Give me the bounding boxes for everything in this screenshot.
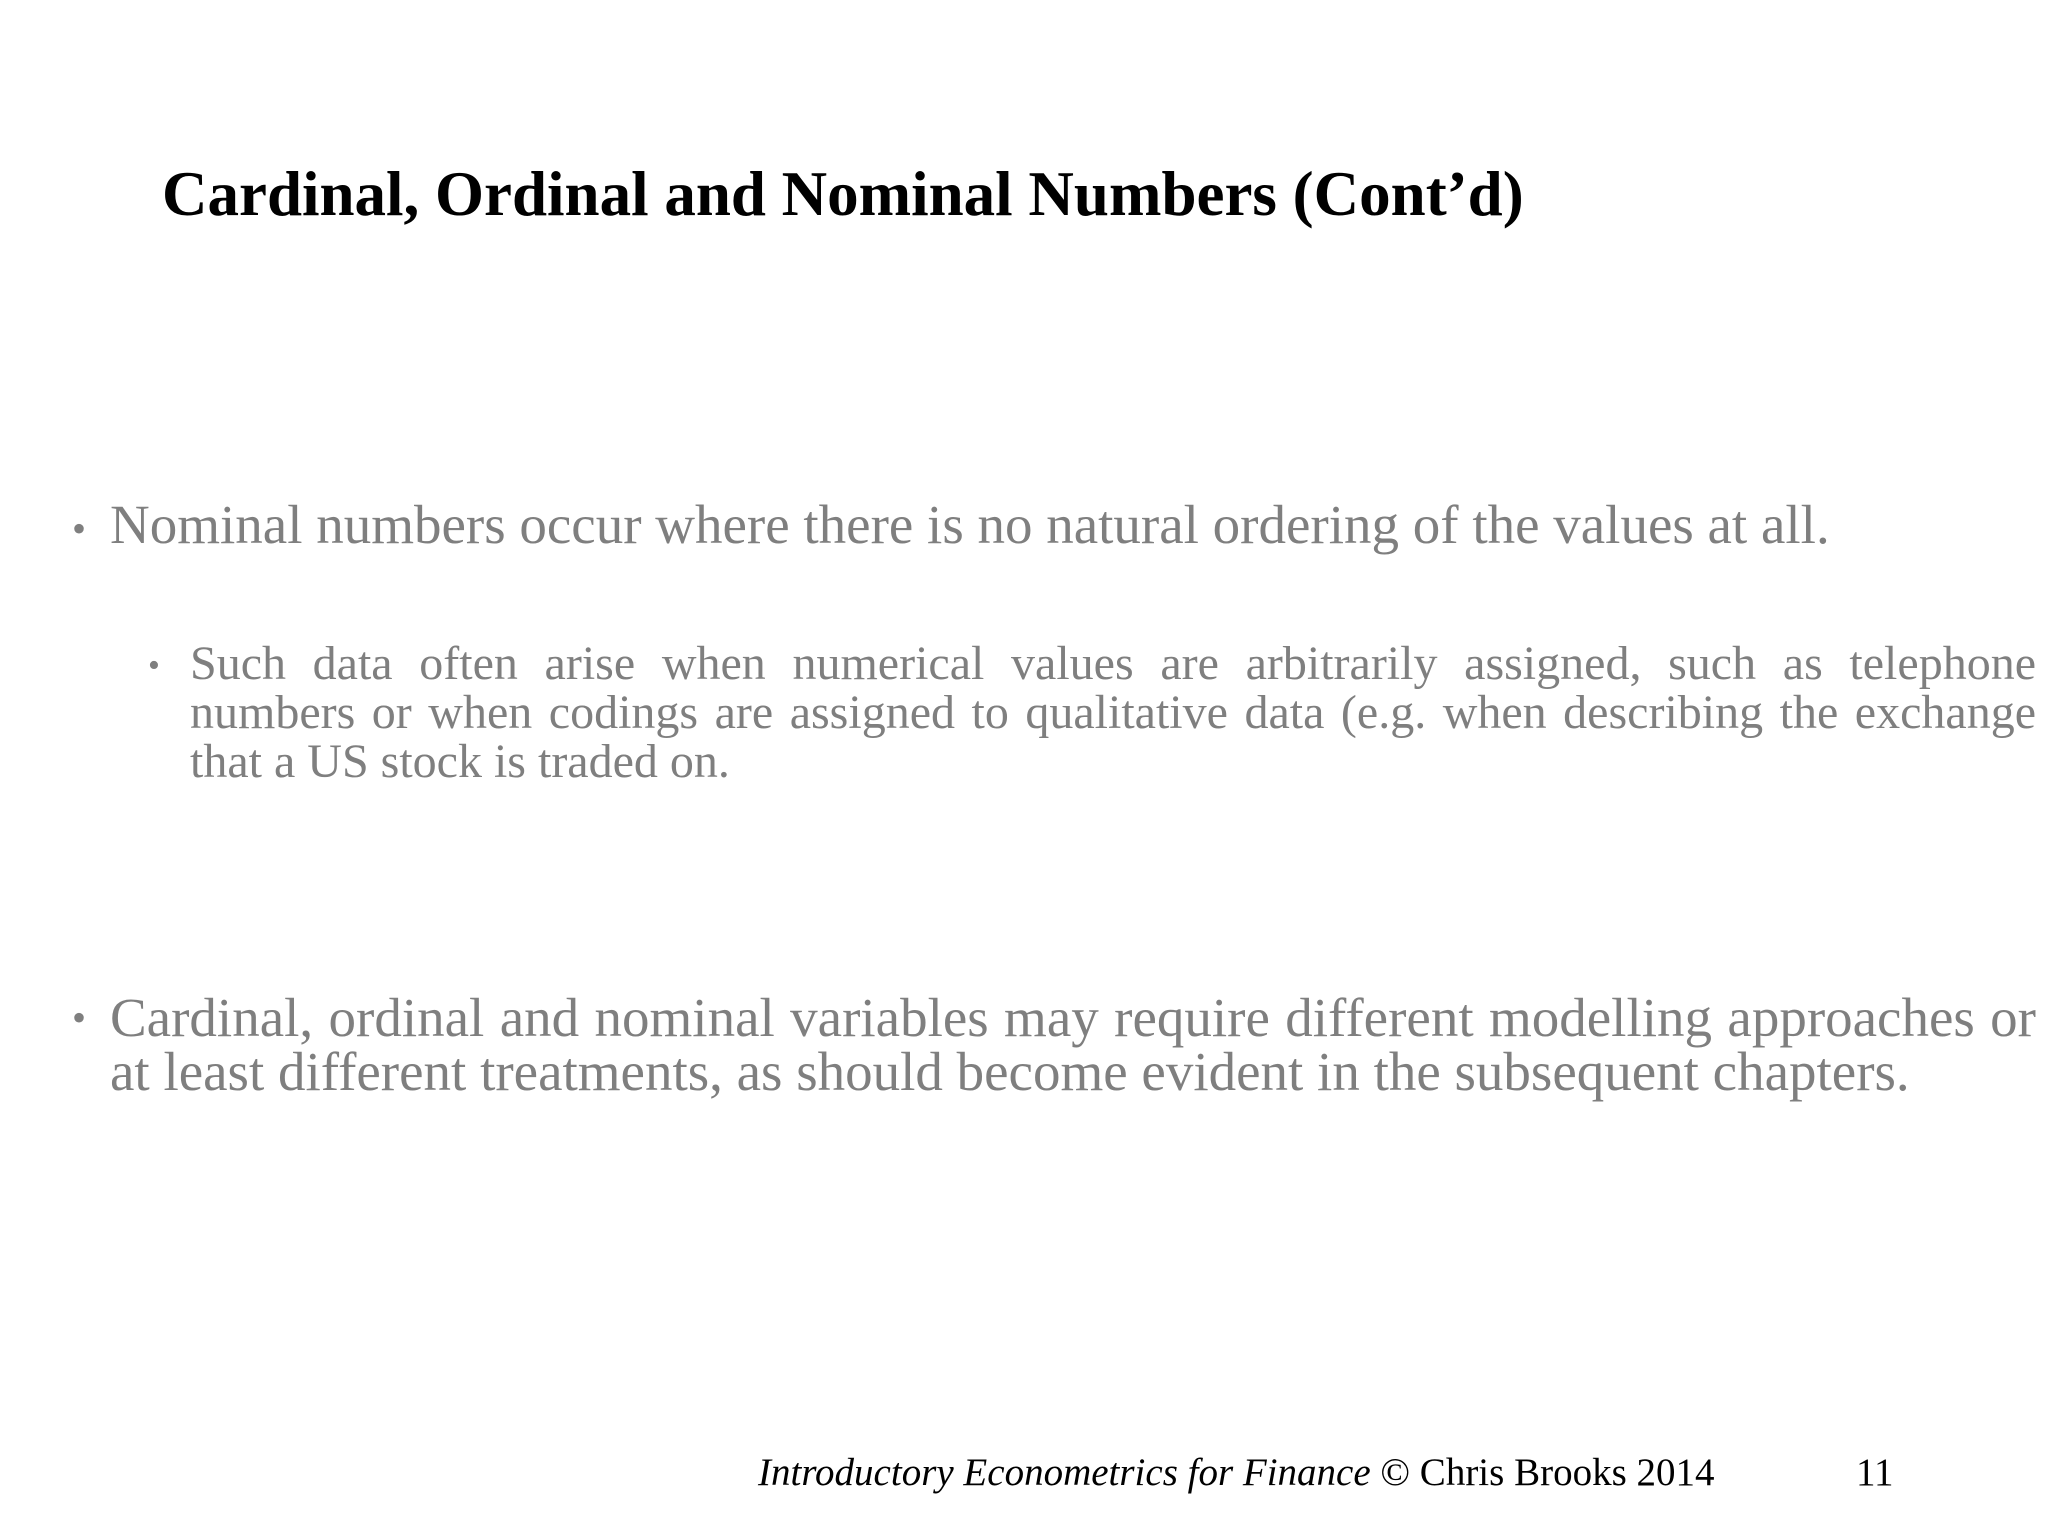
page-number: 11 <box>1856 1451 1894 1494</box>
bullet-text: Such data often arise when numerical values are arbitrarily assigned, such as telephone numbers or when codings are assigned to qualitative data (e.g. when describing the exchange that a US stock is traded on. <box>190 637 2036 788</box>
bullet-icon: • <box>148 647 160 684</box>
sub-bullet-item-arbitrary-values <box>148 639 2036 786</box>
bullet-item-modelling-approaches <box>72 987 2036 1102</box>
bullet-text: Cardinal, ordinal and nominal variables may require different modelling approaches or at least different treatments, as should become evident in the subsequent chapters. <box>110 987 2036 1102</box>
bullet-text: Nominal numbers occur where there is no natural ordering of the values at all. <box>110 494 1830 555</box>
bullet-icon: • <box>72 506 87 551</box>
footer-credit <box>758 1450 1715 1495</box>
footer-copyright: © Chris Brooks 2014 <box>1370 1451 1715 1494</box>
slide-title: Cardinal, Ordinal and Nominal Numbers (Cont’d) <box>162 159 1524 229</box>
bullet-item-nominal <box>72 492 2036 558</box>
footer-book-title: Introductory Econometrics for Finance <box>758 1451 1371 1494</box>
bullet-icon: • <box>72 995 87 1040</box>
